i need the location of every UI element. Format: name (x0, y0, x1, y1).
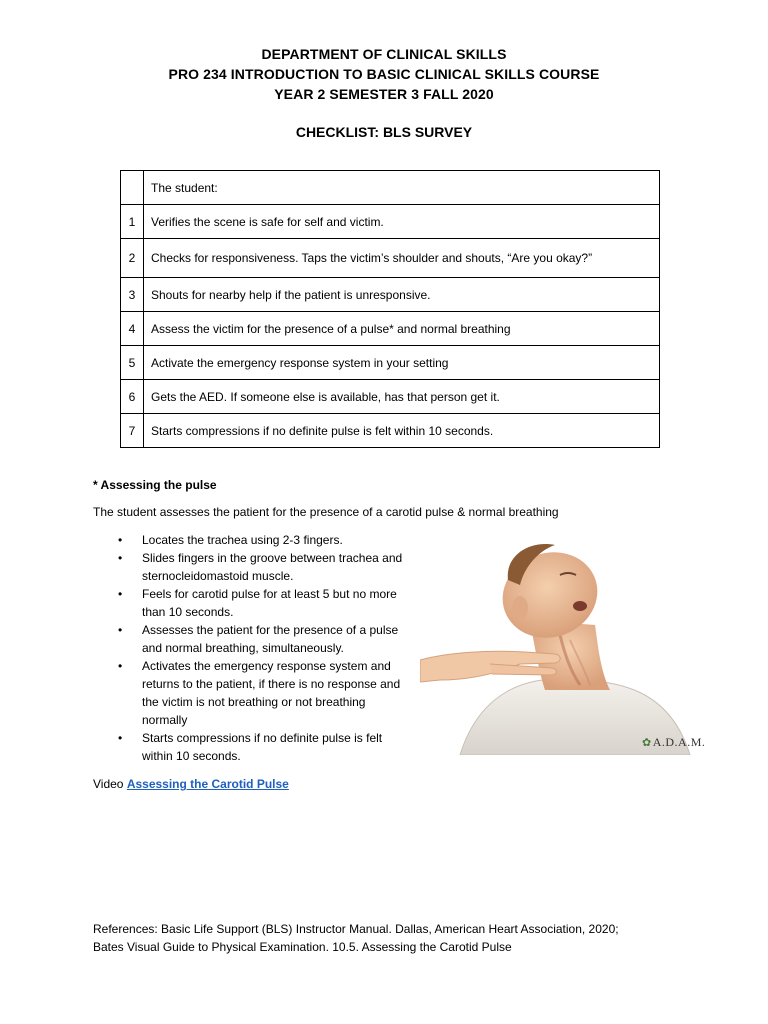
checklist-title: CHECKLIST: BLS SURVEY (295, 124, 473, 140)
pulse-steps-list (112, 531, 410, 765)
reference-line-1: References: Basic Life Support (BLS) Instructor Manual. Dallas, American Heart Association, 2020; (93, 922, 619, 936)
row-text: Verifies the scene is safe for self and victim. (144, 205, 660, 239)
row-number: 6 (121, 380, 144, 414)
list-item (112, 729, 410, 765)
adam-logo (642, 735, 705, 750)
references (93, 920, 693, 956)
table-row (121, 205, 660, 239)
table-row (121, 346, 660, 380)
bullet-icon: • (118, 659, 123, 673)
row-text: Gets the AED. If someone else is available, has that person get it. (144, 380, 660, 414)
pulse-section-heading: * Assessing the pulse (93, 478, 217, 492)
table-header-cell: The student: (144, 171, 660, 205)
bullet-icon: • (118, 731, 123, 745)
adam-logo-text: A.D.A.M. (652, 735, 706, 749)
video-line (93, 777, 289, 791)
course-title: PRO 234 INTRODUCTION TO BASIC CLINICAL SKILLS COURSE (168, 66, 600, 82)
table-row (121, 380, 660, 414)
list-item-text: Slides fingers in the groove between trachea and sternocleidomastoid muscle. (142, 551, 403, 583)
row-text: Starts compressions if no definite pulse is felt within 10 seconds. (144, 414, 660, 448)
row-number: 3 (121, 278, 144, 312)
list-item-text: Assesses the patient for the presence of a pulse and normal breathing, simultaneously. (142, 623, 399, 655)
row-number: 2 (121, 239, 144, 278)
bullet-icon: • (118, 587, 123, 601)
term-title: YEAR 2 SEMESTER 3 FALL 2020 (274, 86, 494, 102)
list-item-text: Feels for carotid pulse for at least 5 but no more than 10 seconds. (142, 587, 397, 619)
checklist-table (120, 170, 660, 448)
row-text: Activate the emergency response system in your setting (144, 346, 660, 380)
bullet-icon: • (118, 533, 123, 547)
list-item-text: Locates the trachea using 2-3 fingers. (142, 533, 343, 547)
list-item (112, 621, 410, 657)
row-number: 7 (121, 414, 144, 448)
row-number: 1 (121, 205, 144, 239)
list-item (112, 531, 410, 549)
table-row (121, 414, 660, 448)
row-number: 4 (121, 312, 144, 346)
row-number: 5 (121, 346, 144, 380)
row-text: Assess the victim for the presence of a pulse* and normal breathing (144, 312, 660, 346)
leaf-icon: ✿ (642, 737, 652, 749)
pulse-section-intro: The student assesses the patient for the presence of a carotid pulse & normal breathing (93, 505, 559, 519)
carotid-pulse-illustration (420, 540, 706, 755)
list-item (112, 549, 410, 585)
table-row (121, 312, 660, 346)
document-header (0, 44, 768, 104)
list-item (112, 657, 410, 729)
table-row (121, 278, 660, 312)
row-text: Checks for responsiveness. Taps the victim’s shoulder and shouts, “Are you okay?” (144, 239, 660, 278)
reference-line-2: Bates Visual Guide to Physical Examination. 10.5. Assessing the Carotid Pulse (93, 940, 512, 954)
video-prefix: Video (93, 777, 127, 791)
bullet-icon: • (118, 623, 123, 637)
list-item (112, 585, 410, 621)
table-cell-number (121, 171, 144, 205)
table-row (121, 239, 660, 278)
department-title: DEPARTMENT OF CLINICAL SKILLS (261, 46, 507, 62)
table-header-row (121, 171, 660, 205)
video-link[interactable]: Assessing the Carotid Pulse (126, 777, 289, 791)
illustration-image (420, 540, 700, 755)
list-item-text: Activates the emergency response system and returns to the patient, if there is no response and the victim is not breathing or not breathing normally (142, 659, 401, 727)
row-text: Shouts for nearby help if the patient is unresponsive. (144, 278, 660, 312)
bullet-icon: • (118, 551, 123, 565)
list-item-text: Starts compressions if no definite pulse is felt within 10 seconds. (142, 731, 383, 763)
